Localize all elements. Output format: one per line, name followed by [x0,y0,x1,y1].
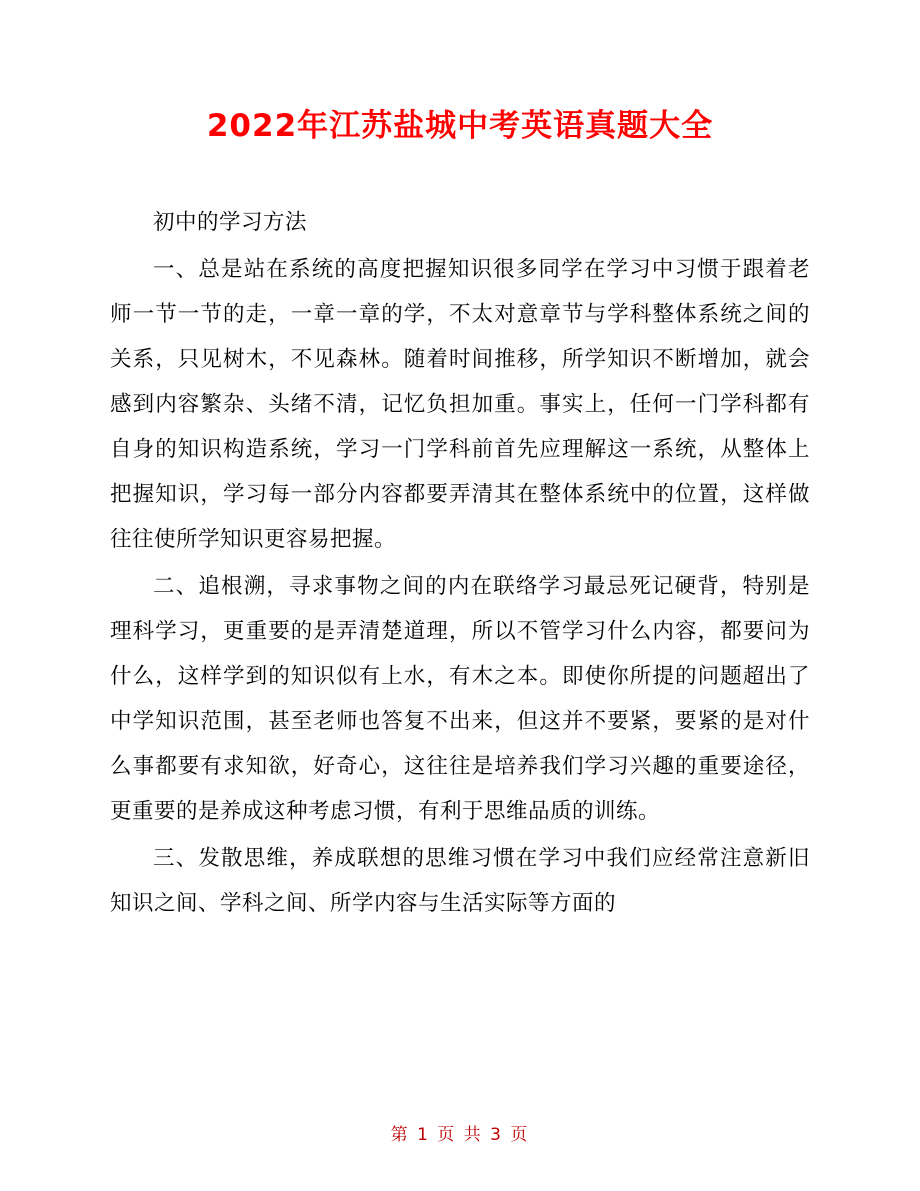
paragraph: 二、追根溯，寻求事物之间的内在联络学习最忌死记硬背，特别是理科学习，更重要的是弄清楚道理，所以不管学习什么内容，都要问为什么，这样学到的知识似有上水，有木之本。即使你所提的问题超出了中学知识范围，甚至老师也答复不出来，但这并不要紧，要紧的是对什么事都要有求知欲，好奇心，这往往是培养我们学习兴趣的重要途径，更重要的是养成这种考虑习惯，有利于思维品质的训练。 [110,574,810,824]
paragraph: 三、发散思维，养成联想的思维习惯在学习中我们应经常注意新旧知识之间、学科之间、所学内容与生活实际等方面的 [110,846,810,916]
paragraph: 初中的学习方法 [153,210,308,235]
page-footer: 第 1 页 共 3 页 [390,1125,530,1145]
paragraph: 一、总是站在系统的高度把握知识很多同学在学习中习惯于跟着老师一节一节的走，一章一章的学，不太对意章节与学科整体系统之间的关系，只见树木，不见森林。随着时间推移，所学知识不断增加，就会感到内容繁杂、头绪不清，记忆负担加重。事实上，任何一门学科都有自身的知识构造系统，学习一门学科前首先应理解这一系统，从整体上把握知识，学习每一部分内容都要弄清其在整体系统中的位置，这样做往往使所学知识更容易把握。 [110,257,810,552]
document-body [110,200,810,928]
page-title: 2022年江苏盐城中考英语真题大全 [206,108,714,144]
